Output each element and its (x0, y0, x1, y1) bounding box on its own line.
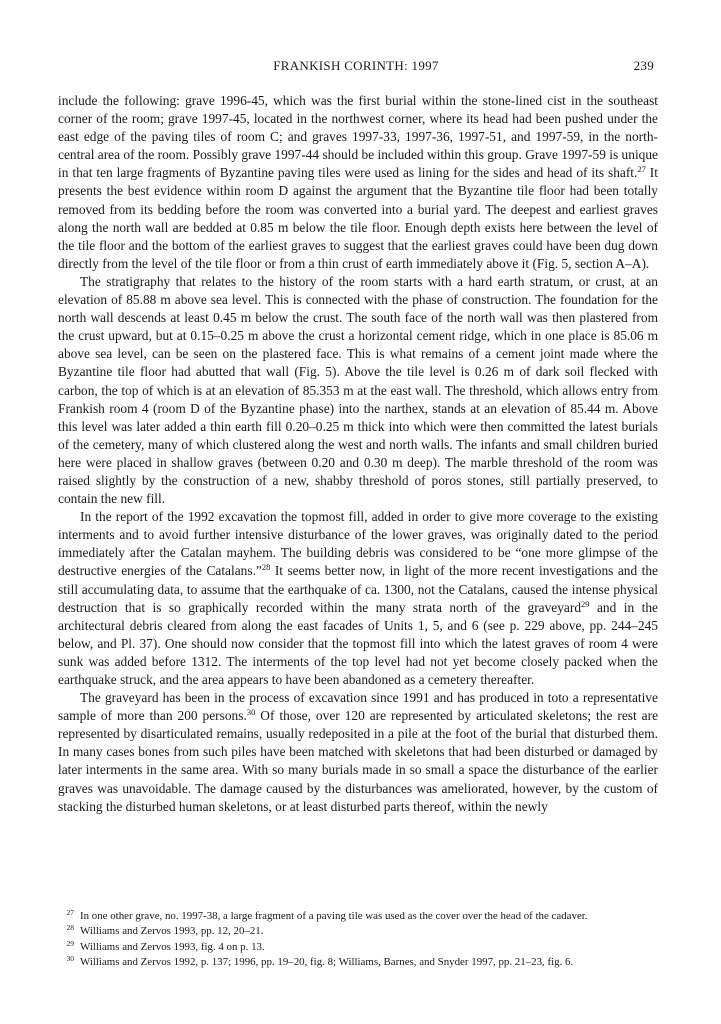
body-text (58, 92, 658, 816)
footnote-30: $^{30}$ Williams and Zervos 1992, p. 137; 1996, pp. 19–20, fig. 8; Williams, Barnes, and Snyder 1997, pp. 21–23, fig. 6. (66, 953, 574, 968)
footnote-text: Williams and Zervos 1993, fig. 4 on p. 13. (80, 940, 265, 953)
paragraph-text: include the following: grave 1996-45, which was the first burial within the stone-lined cist in the southeast corner of the room; grave 1997-45, located in the northwest corner, where its head had been pushed under the east edge of the paving tiles of room C; and graves 1997-33, 1997-36, 1997-51, and 1997-59, in the north-central area of the room. Possibly grave 1997-44 should be included within this group. Grave 1997-59 is unique in that ten large fragments of Byzantine paving tiles were used as lining for the sides and head of its shaft. (58, 93, 658, 181)
footnote-27: $^{27}$ In one other grave, no. 1997-38, a large fragment of a paving tile was used as the cover over the head of the cadaver. (66, 908, 588, 922)
paragraph-text: The stratigraphy that relates to the history of the room starts with a hard earth stratum, or crust, at an elevation of 85.88 m above sea level. This is connected with the phase of construction. The foundation for the north wall descends at least 0.45 m below the crust. The south face of the north wall was then plastered from the crust upward, but at 0.15–0.25 m above the crust a horizontal cement ridge, which in one place is 85.06 m above sea level, can be seen on the plastered face. This is what remains of a cement joint made where the Byzantine tile floor had abutted that wall (Fig. 5). Above the tile level is 0.26 m of dark soil flecked with carbon, the top of which is at an elevation of 85.353 m at the east wall. The threshold, which allows entry from Frankish room 4 (room D of the Byzantine phase) into the narthex, stands at an elevation of 85.44 m. Above this level was later added a thin earth fill 0.20–0.25 m thick into which were then committed the latest burials of the cemetery, many of which clustered along the west and north walls. The infants and small children buried here were placed in shallow graves (between 0.20 and 0.30 m deep). The marble threshold of the room was raised slightly by the construction of a new, shabby threshold of poros stones, still partially preserved, to contain the new fill. (58, 273, 658, 507)
paragraph-text: The graveyard has been in the process of excavation since 1991 and has produced in toto a representative sample of more than 200 persons. (58, 690, 658, 724)
footnote-ref-27: 27 (637, 164, 646, 175)
paragraph-1 (58, 92, 658, 273)
paragraph-text: and in the architectural debris cleared from along the east facades of Units 1, 5, and 6 (see p. 229 above, pp. 244–245 below, and Pl. 37). One should now consider that the topmost fill into which the latest graves of room 4 were sunk was added before 1312. The interments of the top level had not yet become closely packed when the earthquake struck, and the area appears to have been abandoned as a cemetery thereafter. (58, 599, 659, 687)
footnote-28: $^{28}$ Williams and Zervos 1993, pp. 12, 20–21. (66, 923, 264, 938)
footnote-ref-28: 28 (261, 562, 271, 573)
footnote-text: In one other grave, no. 1997-38, a large fragment of a paving tile was used as the cover over the head of the cadaver. (80, 910, 588, 922)
running-title: FRANKISH CORINTH: 1997 (273, 58, 439, 73)
paragraph-text: It presents the best evidence within room D against the argument that the Byzantine tile floor had been totally removed from its bedding before the room was converted into a burial yard. The deepest and earliest graves along the north wall are bedded at 0.85 m below the tile floor. Enough depth exists here between the level of the tile floor and the bottom of the earliest graves to suggest that the earliest graves could have been dug down directly from the level of the tile floor or from a thin crust of earth immediately above it (Fig. 5, section A–A). (58, 165, 658, 271)
footnotes (58, 909, 658, 970)
page-number: 239 (633, 58, 654, 73)
page-header (58, 58, 654, 76)
paragraph-text: It seems better now, in light of the more recent investigations and the still accumulating data, to assume that the earthquake of ca. 1300, not the Catalans, caused the intense physical destruction that is so graphically recorded within the many strata north of the graveyard (58, 563, 658, 615)
paragraph-3 (58, 508, 658, 689)
footnote-text: Williams and Zervos 1992, p. 137; 1996, pp. 19–20, fig. 8; Williams, Barnes, and Snyder 1997, pp. 21–23, fig. 6. (80, 955, 574, 968)
paragraph-text: Of those, over 120 are represented by articulated skeletons; the rest are represented by disarticulated remains, usually redeposited in a pile at the foot of the burial that disturbed them. In many cases bones from such piles have been matched with skeletons that had been disturbed or damaged by later interments in the same area. With so many burials made in so small a space the disturbance of the earlier graves was unavoidable. The damage caused by the disturbances was ameliorated, however, by the custom of stacking the disturbed human skeletons, or at least disturbed parts thereof, within the newly (58, 708, 659, 814)
footnote-ref-30: 30 (246, 707, 256, 718)
footnote-ref-29: 29 (581, 598, 590, 609)
footnote-29: $^{29}$ Williams and Zervos 1993, fig. 4 on p. 13. (66, 938, 265, 953)
paragraph-2 (58, 273, 658, 508)
paragraph-text: In the report of the 1992 excavation the topmost fill, added in order to give more coverage to the existing interments and to avoid further intensive disturbance of the lower graves, was originally dated to the period immediately after the Catalan mayhem. The building debris was considered to be “one more glimpse of the destructive energies of the Catalans.” (58, 509, 658, 579)
paragraph-4 (58, 689, 658, 816)
footnote-text: Williams and Zervos 1993, pp. 12, 20–21. (80, 925, 264, 938)
